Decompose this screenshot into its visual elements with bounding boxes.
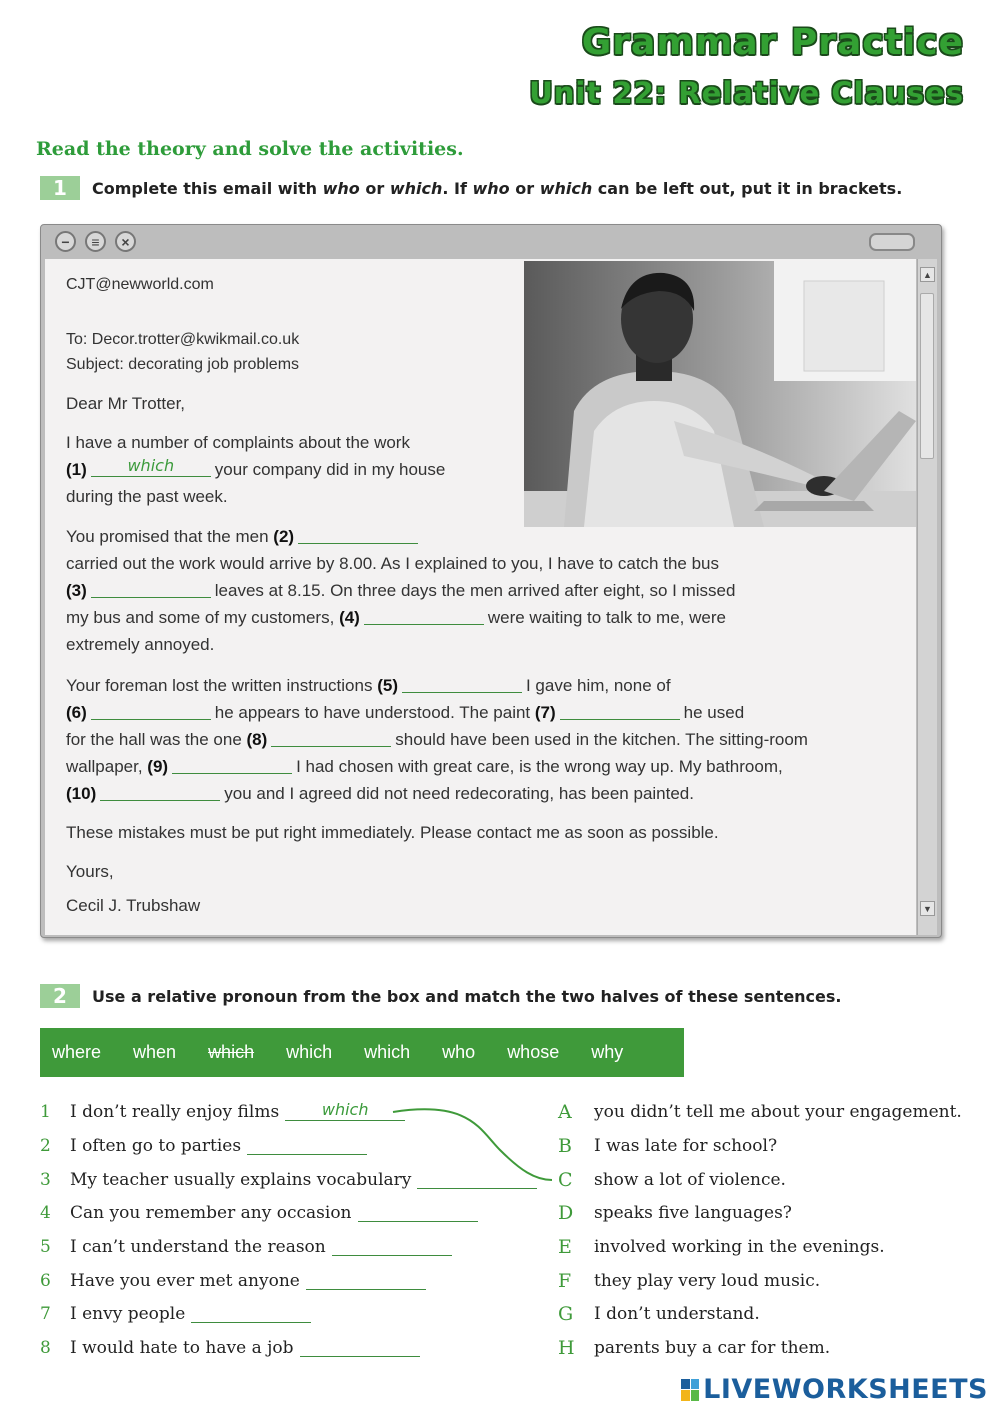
word-why: why: [591, 1042, 624, 1062]
page-title: Grammar Practice: [581, 22, 964, 63]
word-who: who: [442, 1042, 476, 1062]
word-which-used: which: [208, 1042, 255, 1062]
scroll-down-icon: ▼: [920, 901, 935, 916]
email-paragraph-3: Your foreman lost the written instructions (5) I gave him, none of (6) he appears to have understood. The paint (7) he used for the hall was the one (8) should have been used in the kitchen. The sitting-room wallpaper, (9) I had chosen with great care, is the wrong way up. My bathroom, (10) you and I agreed did not need redecorating, has been painted.: [66, 676, 808, 803]
word-which: which: [364, 1042, 411, 1062]
email-signature: Cecil J. Trubshaw: [66, 896, 201, 915]
liveworksheets-logo: LIVEWORKSHEETS: [681, 1374, 988, 1405]
question-row: 7 I envy people: [40, 1299, 311, 1329]
scroll-up-icon: ▲: [920, 267, 935, 282]
email-greeting: Dear Mr Trotter,: [66, 394, 186, 413]
answer-option[interactable]: A you didn’t tell me about your engagement.: [558, 1101, 962, 1123]
minimize-icon: −: [55, 231, 76, 252]
answer-option[interactable]: B I was late for school?: [558, 1135, 778, 1157]
email-paragraph-4: These mistakes must be put right immediately. Please contact me as soon as possible.: [66, 823, 719, 842]
email-subject: Subject: decorating job problems: [66, 356, 300, 373]
exercise-2-instruction: Use a relative pronoun from the box and match the two halves of these sentences.: [92, 986, 842, 1006]
exercise-1-instruction: Complete this email with who or which. If who or which can be left out, put it in brackets.: [92, 178, 903, 198]
email-to: To: Decor.trotter@kwikmail.co.uk: [66, 331, 300, 348]
answer-option[interactable]: C show a lot of violence.: [558, 1169, 786, 1191]
question-row: 4 Can you remember any occasion: [40, 1198, 478, 1228]
word-where: where: [52, 1042, 102, 1062]
question-row: 5 I can’t understand the reason: [40, 1232, 452, 1262]
answer-option[interactable]: E involved working in the evenings.: [558, 1236, 885, 1258]
question-row: 3 My teacher usually explains vocabulary: [40, 1165, 537, 1195]
word-which: which: [286, 1042, 333, 1062]
close-icon: ×: [115, 231, 136, 252]
answer-gap[interactable]: which: [285, 1103, 405, 1121]
exercise-1-number: 1: [40, 176, 80, 200]
exercise-2-number: 2: [40, 984, 80, 1008]
answer-option[interactable]: D speaks five languages?: [558, 1202, 792, 1224]
email-from: CJT@newworld.com: [66, 276, 214, 293]
email-paragraph-2: You promised that the men (2) carried out the work would arrive by 8.00. As I explained to you, I have to catch the bus (3) leaves at 8.15. On three days the men arrived after eight, so I missed my bus and some of my customers, (4) were waiting to talk to me, were extremely annoyed.: [66, 527, 736, 654]
word-when: when: [133, 1042, 177, 1062]
gap-1[interactable]: which: [91, 459, 211, 477]
page-subtitle: Unit 22: Relative Clauses: [529, 76, 964, 110]
general-instruction: Read the theory and solve the activities.: [36, 138, 464, 160]
answer-option[interactable]: F they play very loud music.: [558, 1270, 821, 1292]
word-whose: whose: [507, 1042, 560, 1062]
email-paragraph-1: I have a number of complaints about the work (1) which your company did in my house during the past week.: [66, 433, 446, 506]
logo-icon: [681, 1379, 699, 1401]
answer-option[interactable]: H parents buy a car for them.: [558, 1337, 831, 1359]
question-row: 8 I would hate to have a job: [40, 1333, 420, 1363]
maximize-icon: ≡: [85, 231, 106, 252]
email-closing: Yours,: [66, 862, 114, 881]
question-row: 1 I don’t really enjoy films which: [40, 1097, 405, 1127]
question-row: 6 Have you ever met anyone: [40, 1266, 426, 1296]
question-row: 2 I often go to parties: [40, 1131, 367, 1161]
answer-option[interactable]: G I don’t understand.: [558, 1303, 760, 1325]
